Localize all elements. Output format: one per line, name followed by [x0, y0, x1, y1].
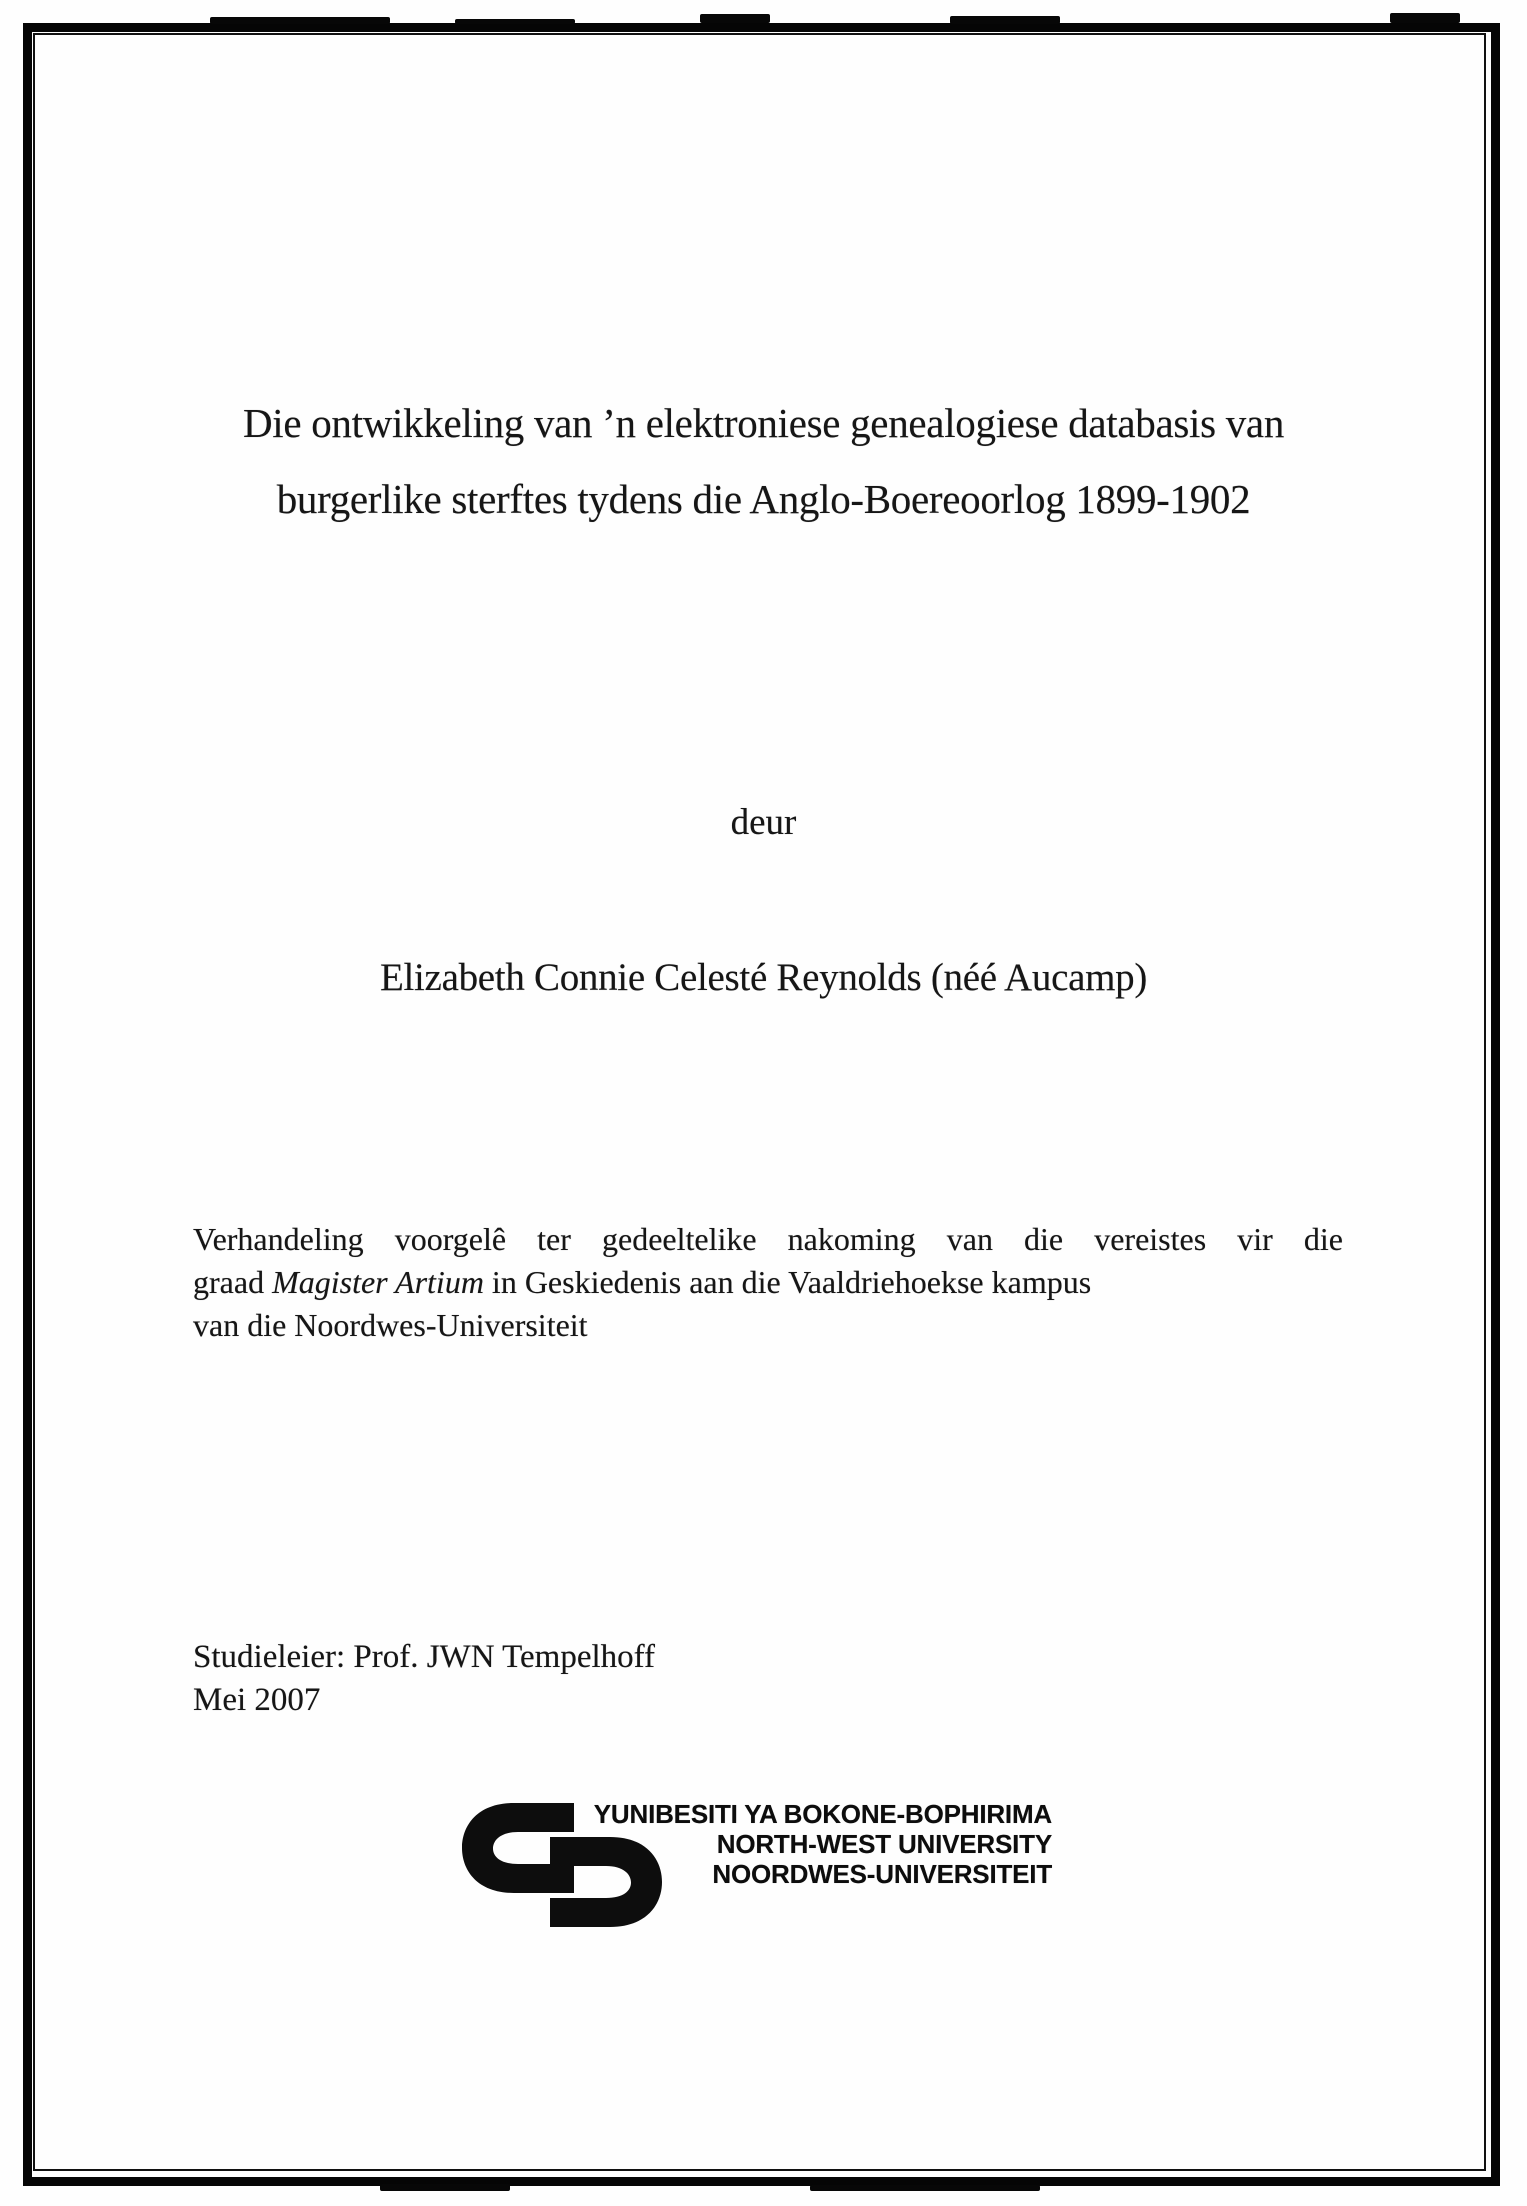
date-line: Mei 2007 [193, 1682, 321, 1718]
declaration-line-2 [193, 1261, 1343, 1304]
scan-artifact [1390, 13, 1460, 23]
scan-artifact [380, 2184, 510, 2191]
degree-name-italic: Magister Artium [272, 1264, 484, 1300]
title-line-2: burgerlike sterftes tydens die Anglo-Boereoorlog 1899-1902 [276, 476, 1251, 522]
thesis-title [0, 385, 1527, 537]
declaration-line-2-suffix: in Geskiedenis aan die Vaaldriehoekse kampus [483, 1264, 1092, 1300]
declaration-line-2-prefix: graad [193, 1264, 273, 1300]
logo-line-setswana: YUNIBESITI YA BOKONE-BOPHIRIMA [593, 1799, 1052, 1829]
declaration-line-3: van die Noordwes-Universiteit [193, 1307, 588, 1343]
scan-artifact [810, 2185, 1040, 2191]
supervisor-block [193, 1636, 655, 1722]
logo-line-english: NORTH-WEST UNIVERSITY [716, 1829, 1052, 1859]
scan-artifact [700, 14, 770, 23]
author-name: Elizabeth Connie Celesté Reynolds (néé Aucamp) [379, 956, 1148, 999]
logo-line-afrikaans: NOORDWES-UNIVERSITEIT [712, 1859, 1052, 1889]
scan-artifact [455, 19, 575, 24]
declaration-line-1: Verhandeling voorgelê ter gedeeltelike nakoming van die vereistes vir die [193, 1221, 1343, 1257]
supervisor-line: Studieleier: Prof. JWN Tempelhoff [193, 1639, 656, 1675]
scan-artifact [210, 17, 390, 24]
university-logo-text [585, 1799, 1052, 1889]
title-line-1: Die ontwikkeling van ’n elektroniese genealogiese databasis van [242, 400, 1285, 446]
byline-deur: deur [730, 802, 797, 843]
degree-declaration [193, 1218, 1343, 1347]
scan-artifact [950, 16, 1060, 24]
